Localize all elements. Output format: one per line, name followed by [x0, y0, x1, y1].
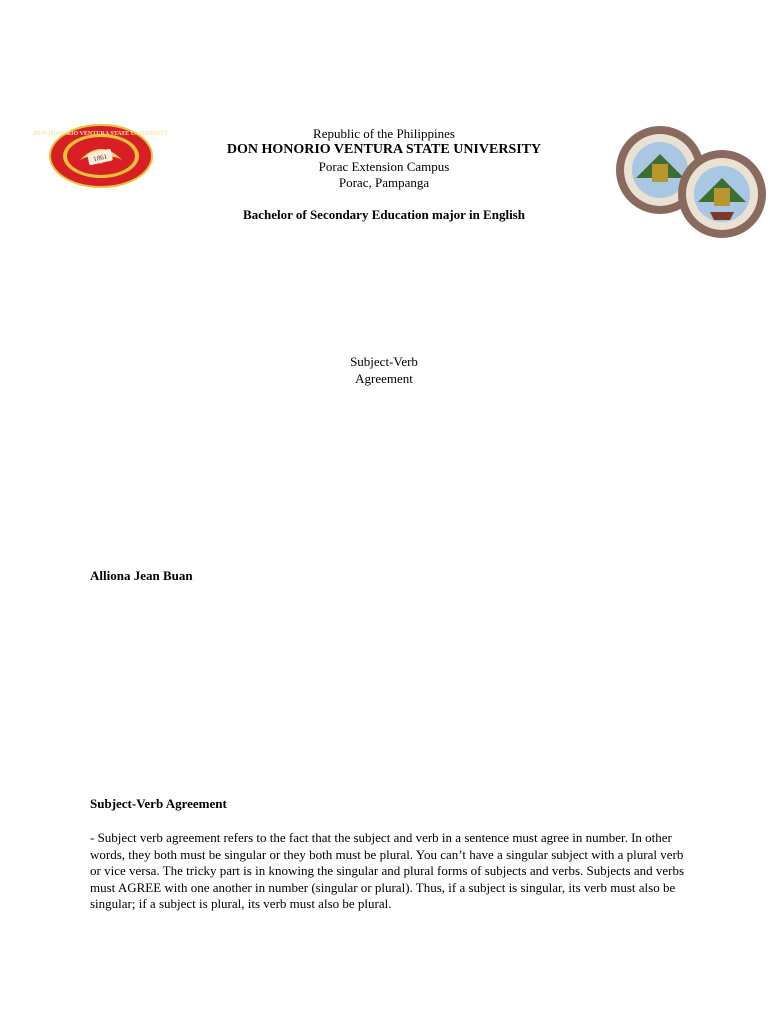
- document-title-line2: Agreement: [355, 371, 413, 386]
- header-republic: Republic of the Philippines: [313, 126, 455, 141]
- document-title-line1: Subject-Verb: [350, 354, 418, 369]
- header-location: Porac, Pampanga: [338, 175, 430, 190]
- author-name: Alliona Jean Buan: [90, 568, 193, 583]
- seal-ring-text: DON HONORIO VENTURA STATE UNIVERSITY: [33, 131, 169, 137]
- header-university-name: DON HONORIO VENTURA STATE UNIVERSITY: [226, 142, 542, 157]
- section-paragraph: - Subject verb agreement refers to the fact that the subject and verb in a sentence must agree in number. In other words, they both must be singular or they both must be plural. You can’t have a singular subject with a plural verb or vice versa. The tricky part is in knowing the singular and plural forms of subjects and verbs. Subjects and verbs must AGREE with one another in number (singular or plural). Thus, if a subject is singular, its verb must also be singular; if a subject is plural, its verb must also be plural.: [90, 830, 685, 911]
- seal-year: 1861: [92, 152, 108, 164]
- header-campus: Porac Extension Campus: [318, 159, 450, 174]
- section-heading: Subject-Verb Agreement: [90, 796, 227, 811]
- header-program: Bachelor of Secondary Education major in English: [243, 207, 525, 222]
